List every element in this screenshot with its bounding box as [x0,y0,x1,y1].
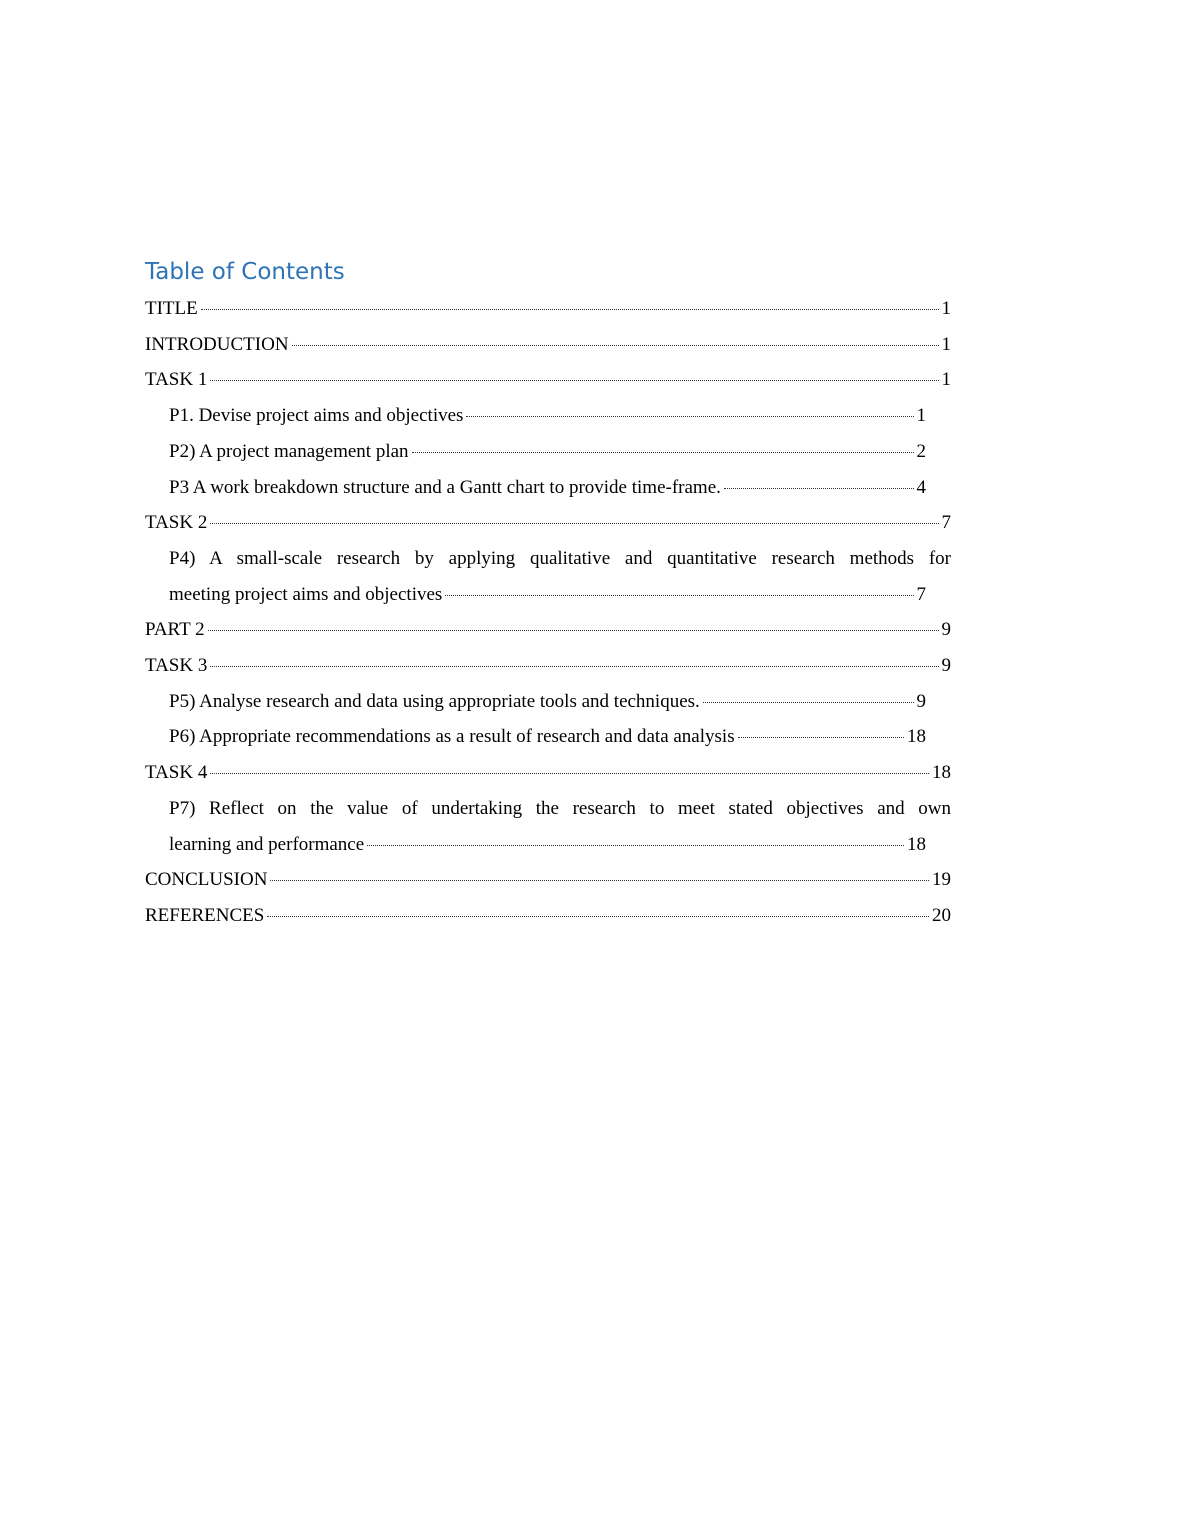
toc-entry-part-2[interactable] [145,612,951,648]
toc-entry-page: 1 [941,369,951,391]
toc-entry-label: P5) Analyse research and data using appropriate tools and techniques. [169,690,700,712]
toc-entry-page: 9 [941,655,951,677]
toc-entry-label: TITLE [145,298,198,319]
dot-leader [210,773,929,774]
toc-entry-label: INTRODUCTION [145,333,289,355]
toc-entry-page: 7 [916,583,926,605]
toc-entry-label: TASK 4 [145,762,208,784]
toc-entry-p6[interactable] [145,719,951,755]
dot-leader [270,880,929,881]
dot-leader [724,488,914,489]
toc-entry-label: TASK 3 [145,655,208,677]
toc-entry-page: 4 [916,476,926,498]
toc-entry-page: 18 [907,833,926,855]
toc-entry-p7[interactable] [145,791,951,862]
toc-entry-label: P3 A work breakdown structure and a Gantt chart to provide time-frame. [169,476,721,498]
toc-entry-title[interactable] [145,291,951,327]
toc-entry-page: 9 [941,619,951,641]
toc-entry-label-line-1: P7) Reflect on the value of undertaking the research to meet stated objectives and own [169,797,951,819]
toc-entry-references[interactable] [145,898,951,934]
dot-leader [210,666,938,667]
dot-leader [292,345,939,346]
toc-entry-p4[interactable] [145,541,951,612]
toc-entry-task-4[interactable] [145,755,951,791]
toc-entry-task-3[interactable] [145,648,951,684]
toc-entry-label: P1. Devise project aims and objectives [169,405,464,427]
toc-entry-label: REFERENCES [145,904,265,926]
dot-leader [445,595,913,596]
toc-entry-label: TASK 1 [145,369,208,391]
toc-entry-page: 19 [932,869,951,891]
dot-leader [703,702,914,703]
toc-entry-page: 7 [941,512,951,534]
dot-leader [367,845,904,846]
toc-entry-page: 20 [932,904,951,926]
toc-entry-label: PART 2 [145,619,205,641]
toc-entry-label: CONCLUSION [145,869,268,891]
dot-leader [210,523,938,524]
toc-entry-conclusion[interactable] [145,862,951,898]
dot-leader [208,630,939,631]
toc-entry-page: 1 [941,333,951,355]
toc-entry-page: 18 [932,762,951,784]
dot-leader [267,916,929,917]
toc-entry-p5[interactable] [145,684,951,720]
toc-entry-page: 18 [907,726,926,748]
toc-entry-label-line-2: learning and performance [169,833,365,855]
toc-entry-introduction[interactable] [145,327,951,363]
toc-entry-p3[interactable] [145,470,951,506]
toc-entry-label: P2) A project management plan [169,440,409,462]
toc-entry-label: TASK 2 [145,512,208,534]
dot-leader [201,309,939,310]
toc-entry-page: 2 [916,440,926,462]
toc-entry-label-line-2: meeting project aims and objectives [169,583,443,605]
toc-entry-task-1[interactable] [145,362,951,398]
dot-leader [412,452,914,453]
toc-entry-page: 1 [941,298,951,319]
toc-entry-label: P6) Appropriate recommendations as a result of research and data analysis [169,726,735,748]
dot-leader [210,380,938,381]
toc-heading: Table of Contents [145,259,345,285]
toc-entry-page: 1 [916,405,926,427]
table-of-contents [145,255,951,934]
dot-leader [738,737,904,738]
toc-entry-task-2[interactable] [145,505,951,541]
toc-entry-p2[interactable] [145,434,951,470]
toc-entry-p1[interactable] [145,398,951,434]
dot-leader [466,416,913,417]
toc-entry-label-line-1: P4) A small-scale research by applying qualitative and quantitative research methods for [169,547,951,569]
toc-entry-page: 9 [916,690,926,712]
